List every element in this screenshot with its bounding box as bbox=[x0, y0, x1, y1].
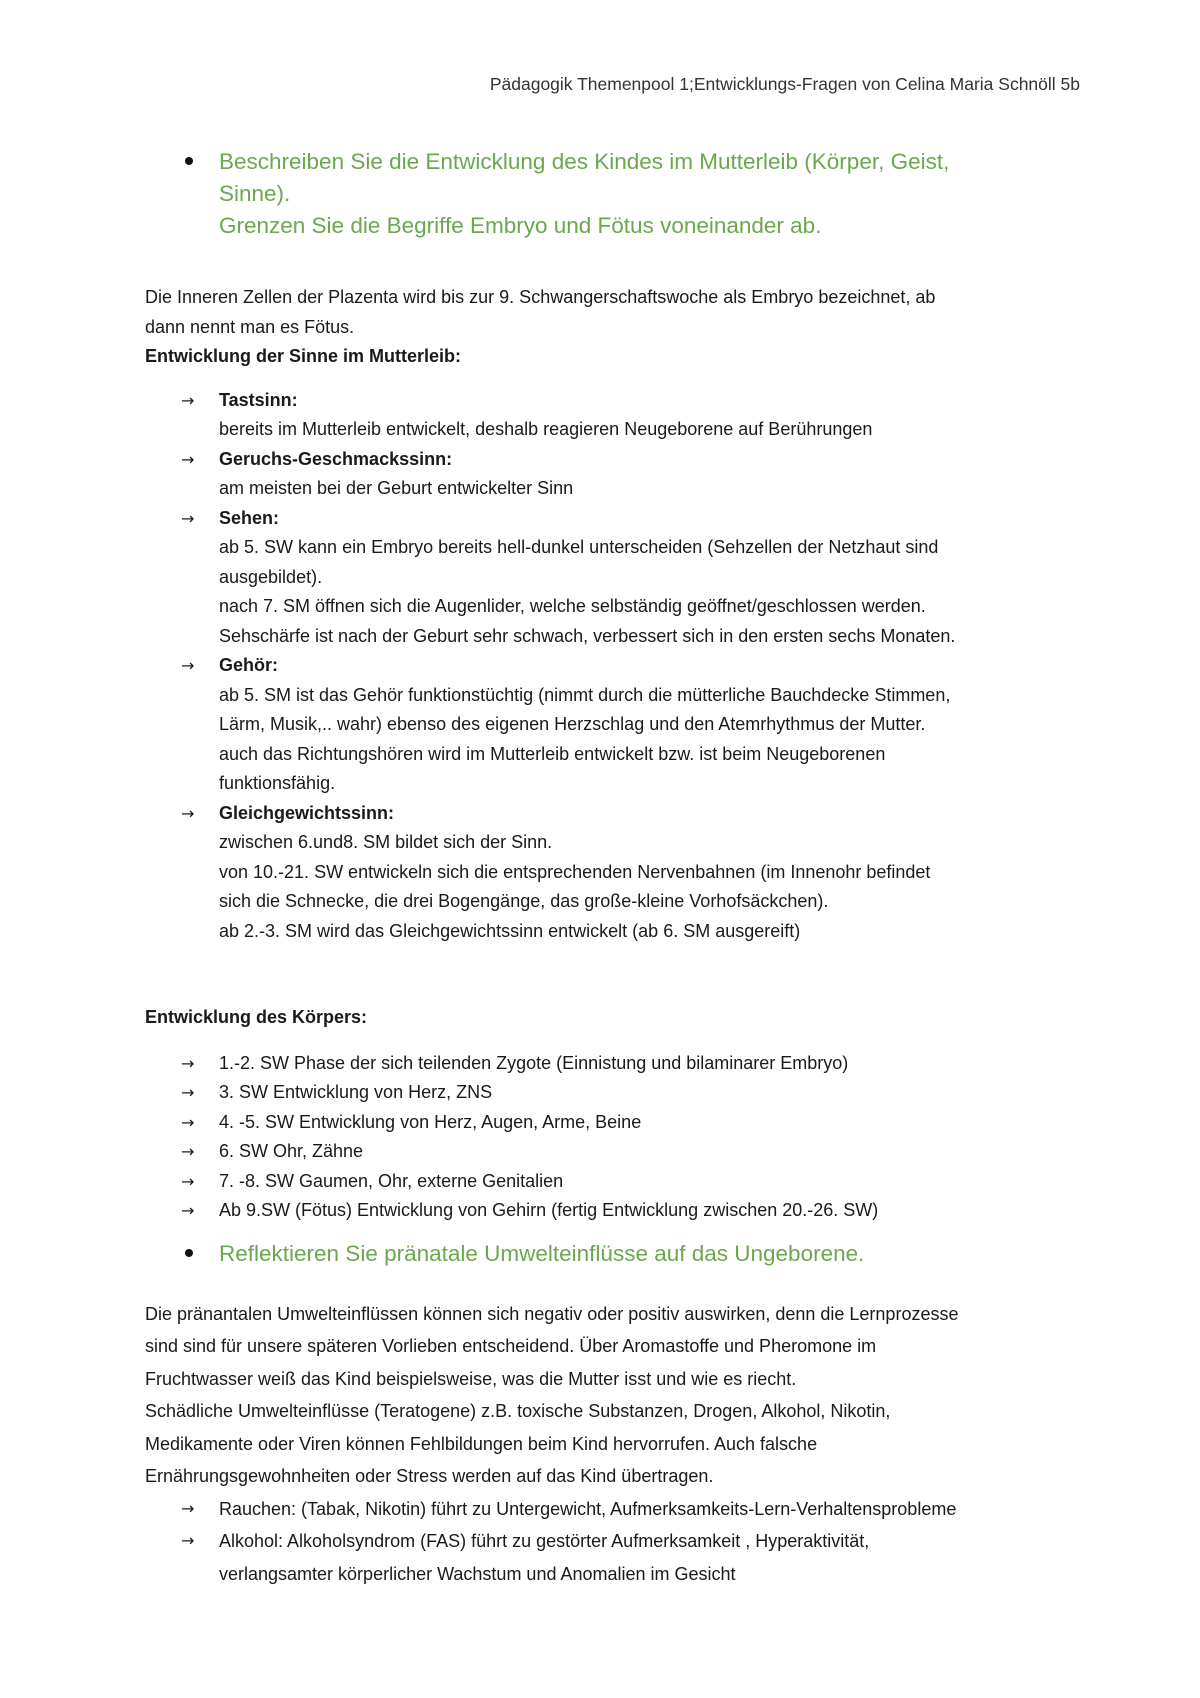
list-item bbox=[145, 1167, 1075, 1197]
item-line: von 10.-21. SW entwickeln sich die entsprechenden Nervenbahnen (im Innenohr befindet bbox=[219, 861, 931, 882]
item-title: Geruchs-Geschmackssinn: bbox=[219, 448, 453, 469]
arrow-icon: → bbox=[181, 1498, 195, 1518]
item-line: Sehschärfe ist nach der Geburt sehr schwach, verbessert sich in den ersten sechs Monaten. bbox=[219, 625, 956, 646]
section-heading-body: Entwicklung des Körpers: bbox=[145, 1007, 368, 1027]
list-item bbox=[145, 1493, 1075, 1526]
arrow-icon: → bbox=[181, 803, 195, 823]
list-item bbox=[145, 1196, 1075, 1226]
arrow-icon: → bbox=[181, 390, 195, 410]
prenatal-paragraph bbox=[145, 1298, 1075, 1591]
list-item bbox=[145, 1108, 1075, 1138]
question-line: Reflektieren Sie pränatale Umwelteinflüsse auf das Ungeborene. bbox=[219, 1240, 865, 1266]
item-title: Tastsinn: bbox=[219, 389, 298, 410]
item-line: auch das Richtungshören wird im Mutterleib entwickelt bzw. ist beim Neugeborenen bbox=[219, 743, 886, 764]
arrow-icon: → bbox=[181, 1201, 195, 1220]
item-line: ab 5. SW kann ein Embryo bereits hell-dunkel unterscheiden (Sehzellen der Netzhaut sind bbox=[219, 537, 939, 557]
list-item bbox=[145, 1049, 1075, 1079]
item-line: 7. -8. SW Gaumen, Ohr, externe Genitalien bbox=[219, 1170, 564, 1191]
item-line: Rauchen: (Tabak, Nikotin) führt zu Untergewicht, Aufmerksamkeits-Lern-Verhaltensprobleme bbox=[219, 1498, 957, 1519]
paragraph-line: Schädliche Umwelteinflüsse (Teratogene) z.B. toxische Substanzen, Drogen, Alkohol, Nikotin, bbox=[145, 1401, 891, 1421]
item-line: 1.-2. SW Phase der sich teilenden Zygote (Einnistung und bilaminarer Embryo) bbox=[219, 1052, 849, 1073]
item-line: 6. SW Ohr, Zähne bbox=[219, 1141, 364, 1161]
item-line: verlangsamter körperlicher Wachstum und Anomalien im Gesicht bbox=[219, 1563, 736, 1584]
page-header: Pädagogik Themenpool 1;Entwicklungs-Fragen von Celina Maria Schnöll 5b bbox=[489, 74, 1080, 94]
paragraph-line: Medikamente oder Viren können Fehlbildungen beim Kind hervorrufen. Auch falsche bbox=[145, 1433, 818, 1454]
list-item bbox=[145, 1078, 1075, 1108]
list-item bbox=[145, 445, 1075, 504]
item-line: 4. -5. SW Entwicklung von Herz, Augen, Arme, Beine bbox=[219, 1111, 642, 1132]
item-line: Alkohol: Alkoholsyndrom (FAS) führt zu gestörter Aufmerksamkeit , Hyperaktivität, bbox=[219, 1531, 870, 1551]
arrow-icon: → bbox=[181, 656, 195, 675]
item-title: Gleichgewichtssinn: bbox=[219, 802, 395, 823]
paragraph-line: Fruchtwasser weiß das Kind beispielsweise, was die Mutter isst und wie es riecht. bbox=[145, 1368, 797, 1389]
arrow-icon: → bbox=[181, 449, 195, 469]
question-line: Sinne). bbox=[219, 181, 291, 206]
item-title: Sehen: bbox=[219, 507, 280, 528]
item-line: nach 7. SM öffnen sich die Augenlider, welche selbständig geöffnet/geschlossen werden. bbox=[219, 596, 926, 616]
arrow-icon: → bbox=[181, 1531, 195, 1550]
document-content bbox=[145, 146, 1075, 1590]
arrow-icon: → bbox=[181, 1053, 195, 1073]
item-line: am meisten bei der Geburt entwickelter Sinn bbox=[219, 478, 574, 498]
arrow-icon: → bbox=[181, 1171, 195, 1191]
item-line: bereits im Mutterleib entwickelt, deshalb reagieren Neugeborene auf Berührungen bbox=[219, 419, 873, 439]
intro-paragraph bbox=[145, 283, 1075, 372]
list-item bbox=[145, 1137, 1075, 1167]
list-item bbox=[145, 386, 1075, 445]
question-line: Grenzen Sie die Begriffe Embryo und Fötus voneinander ab. bbox=[219, 213, 822, 238]
body-list bbox=[145, 1049, 1075, 1226]
question-line: Beschreiben Sie die Entwicklung des Kindes im Mutterleib (Körper, Geist, bbox=[219, 149, 950, 174]
arrow-icon: → bbox=[181, 1142, 195, 1161]
question-1 bbox=[145, 146, 1075, 242]
item-line: ausgebildet). bbox=[219, 566, 323, 587]
paragraph-line: dann nennt man es Fötus. bbox=[145, 316, 355, 337]
item-line: ab 2.-3. SM wird das Gleichgewichtssinn entwickelt (ab 6. SM ausgereift) bbox=[219, 920, 801, 941]
senses-list bbox=[145, 386, 1075, 947]
question-2 bbox=[145, 1238, 1075, 1270]
item-line: ab 5. SM ist das Gehör funktionstüchtig (nimmt durch die mütterliche Bauchdecke Stimmen, bbox=[219, 684, 951, 705]
paragraph-line: Die Inneren Zellen der Plazenta wird bis zur 9. Schwangerschaftswoche als Embryo bezeichnet, ab bbox=[145, 287, 936, 307]
section-heading-senses: Entwicklung der Sinne im Mutterleib: bbox=[145, 346, 462, 366]
item-line: 3. SW Entwicklung von Herz, ZNS bbox=[219, 1082, 493, 1102]
item-line: Ab 9.SW (Fötus) Entwicklung von Gehirn (fertig Entwicklung zwischen 20.-26. SW) bbox=[219, 1200, 879, 1220]
item-line: Lärm, Musik,.. wahr) ebenso des eigenen Herzschlag und den Atemrhythmus der Mutter. bbox=[219, 714, 926, 734]
item-line: funktionsfähig. bbox=[219, 773, 336, 793]
list-item bbox=[145, 799, 1075, 947]
paragraph-line: Die pränantalen Umwelteinflüssen können sich negativ oder positiv auswirken, denn die Lernprozesse bbox=[145, 1303, 959, 1324]
item-line: sich die Schnecke, die drei Bogengänge, das große-kleine Vorhofsäckchen). bbox=[219, 891, 829, 911]
item-title: Gehör: bbox=[219, 655, 279, 675]
item-line: zwischen 6.und8. SM bildet sich der Sinn. bbox=[219, 832, 553, 852]
paragraph-line: sind sind für unsere späteren Vorlieben entscheidend. Über Aromastoffe und Pheromone im bbox=[145, 1336, 877, 1356]
list-item bbox=[145, 1525, 1075, 1590]
list-item bbox=[145, 504, 1075, 652]
arrow-icon: → bbox=[181, 1112, 195, 1132]
arrow-icon: → bbox=[181, 1083, 195, 1102]
paragraph-line: Ernährungsgewohnheiten oder Stress werden auf das Kind übertragen. bbox=[145, 1466, 714, 1486]
arrow-icon: → bbox=[181, 508, 195, 528]
list-item bbox=[145, 651, 1075, 799]
